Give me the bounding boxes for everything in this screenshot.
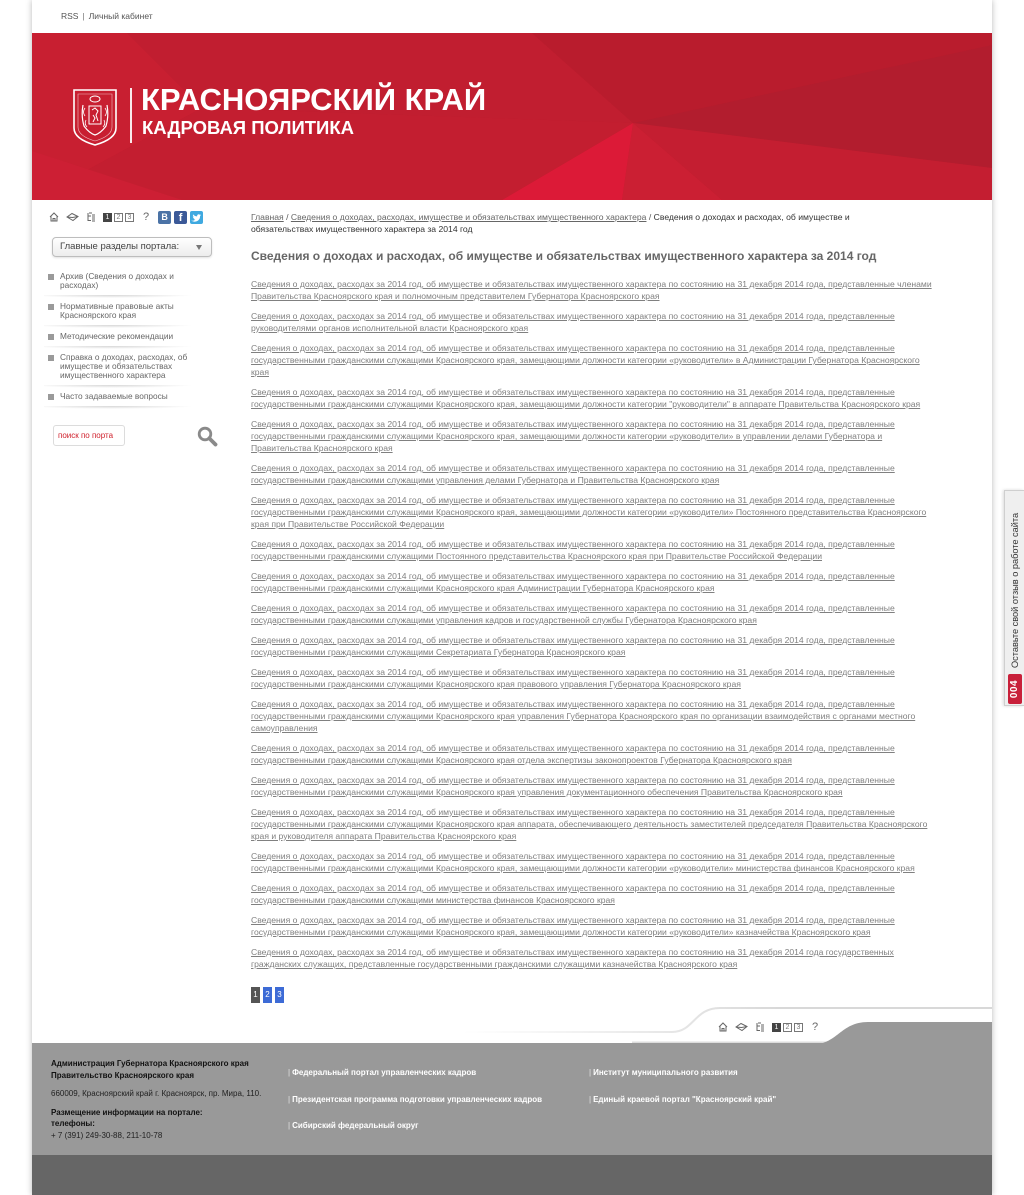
sidebar-menu	[48, 272, 218, 413]
sidebar-item-guidelines	[48, 332, 218, 353]
document-link[interactable]	[251, 634, 986, 658]
document-link-line: самоуправления	[251, 723, 318, 733]
document-link[interactable]	[251, 462, 986, 486]
document-link[interactable]	[251, 698, 986, 734]
document-link-line: края и руководителя аппарата Правительства Красноярского края	[251, 831, 517, 841]
portal-sections-dropdown[interactable]	[52, 237, 212, 257]
footer-org-1: Администрация Губернатора Красноярского края	[51, 1059, 249, 1068]
document-link-line: Сведения о доходах, расходах за 2014 год, об имуществе и обязательствах имущественного характера по состоянию на 31 декабря 2014 года, представленные	[251, 387, 895, 397]
document-link-line: государственными гражданскими служащими Красноярского края правового управления Губернатора Красноярского края	[251, 679, 741, 689]
search-input[interactable]	[53, 425, 125, 446]
sitemap-icon[interactable]	[86, 212, 96, 222]
sidebar-toolbar	[49, 210, 206, 224]
facebook-icon[interactable]: f	[174, 211, 187, 224]
divider	[44, 325, 194, 328]
document-link-line: Сведения о доходах, расходах за 2014 год, об имуществе и обязательствах имущественного характера по состоянию на 31 декабря 2014 года, представленные	[251, 343, 895, 353]
document-link[interactable]	[251, 666, 986, 690]
document-link-line: Сведения о доходах, расходах за 2014 год, об имуществе и обязательствах имущественного характера по состоянию на 31 декабря 2014 года государственных	[251, 947, 894, 957]
logo-divider	[130, 88, 132, 143]
document-link-line: государственными гражданскими служащими Красноярского края Администрации Губернатора Красноярского края	[251, 583, 715, 593]
document-link-line: государственными гражданскими служащими Красноярского края, замещающими должности категории «руководители» министерства финансов Красноярского края	[251, 863, 915, 873]
document-link-line: Сведения о доходах, расходах за 2014 год, об имуществе и обязательствах имущественного характера по состоянию на 31 декабря 2014 года, представленные	[251, 495, 895, 505]
document-link-line: государственными гражданскими служащими министерства финансов Красноярского края	[251, 895, 615, 905]
document-link[interactable]	[251, 310, 986, 334]
document-link-line: края	[251, 367, 269, 377]
breadcrumb-home[interactable]: Главная	[251, 212, 284, 222]
footer-phones: + 7 (391) 249-30-88, 211-10-78	[51, 1130, 163, 1140]
footer-contacts	[51, 1058, 261, 1141]
feedback-tab-content	[1005, 491, 1024, 707]
document-link-line: государственными гражданскими служащими Красноярского края управления документационного обеспечения Правительства Красноярского края	[251, 787, 843, 797]
document-link-line: Правительства Красноярского края	[251, 443, 393, 453]
document-link-line: Сведения о доходах, расходах за 2014 год, об имуществе и обязательствах имущественного характера по состоянию на 31 декабря 2014 года, представленные	[251, 463, 895, 473]
sidebar-link[interactable]: Нормативные правовые акты Красноярского края	[60, 301, 174, 320]
document-link-line: государственными гражданскими служащими Красноярского края отдела экспертизы законопроектов Губернатора Красноярского края	[251, 755, 792, 765]
footer-link-federal-portal[interactable]: Федеральный портал управленческих кадров	[292, 1068, 477, 1077]
footer-link-separator: |	[288, 1068, 291, 1077]
document-link-line: гражданских служащих, представленные государственными гражданскими служащими казначейства Красноярского края	[251, 959, 738, 969]
bullet-icon	[48, 274, 54, 280]
footer-link-item	[589, 1094, 776, 1105]
breadcrumb-separator: /	[286, 212, 289, 222]
footer-link-item	[288, 1120, 419, 1131]
document-link-line: Сведения о доходах, расходах за 2014 год, об имуществе и обязательствах имущественного характера по состоянию на 31 декабря 2014 года, представленные	[251, 883, 895, 893]
document-link-line: Сведения о доходах, расходах за 2014 год, об имуществе и обязательствах имущественного характера по состоянию на 31 декабря 2014 года, представленные	[251, 743, 895, 753]
footer-link-item	[288, 1067, 476, 1078]
footer-link-regional-portal[interactable]: Единый краевой портал "Красноярский край"	[593, 1095, 777, 1104]
footer-link-item	[589, 1067, 738, 1078]
feedback-tab[interactable]	[1004, 490, 1024, 706]
site-subtitle: КАДРОВАЯ ПОЛИТИКА	[142, 117, 354, 138]
document-link-line: Сведения о доходах, расходах за 2014 год, об имуществе и обязательствах имущественного характера по состоянию на 31 декабря 2014 года, представленные	[251, 807, 895, 817]
font-size-3-button[interactable]: 3	[125, 213, 134, 222]
document-link-line: Сведения о доходах, расходах за 2014 год, об имуществе и обязательствах имущественного характера по состоянию на 31 декабря 2014 года, представленные членами	[251, 279, 932, 289]
page	[32, 0, 992, 1195]
sidebar-link[interactable]: Архив (Сведения о доходах и расходах)	[60, 271, 174, 290]
document-link[interactable]	[251, 850, 986, 874]
sidebar-item-income-statement	[48, 353, 218, 392]
font-size-2-button[interactable]: 2	[114, 213, 123, 222]
font-size-1-button[interactable]: 1	[103, 213, 112, 222]
vk-icon[interactable]: В	[158, 211, 171, 224]
document-link-line: Сведения о доходах, расходах за 2014 год, об имуществе и обязательствах имущественного характера по состоянию на 31 декабря 2014 года, представленные	[251, 571, 895, 581]
document-link[interactable]	[251, 494, 986, 530]
page-2-button[interactable]: 2	[263, 987, 272, 1003]
sidebar-link[interactable]: Методические рекомендации	[60, 331, 174, 341]
chevron-down-icon	[196, 245, 202, 250]
footer-bottom-band	[32, 1155, 992, 1195]
document-link[interactable]	[251, 418, 986, 454]
document-link[interactable]	[251, 278, 986, 302]
page-3-button[interactable]: 3	[275, 987, 284, 1003]
footer-link-presidential-program[interactable]: Президентская программа подготовки управленческих кадров	[292, 1095, 543, 1104]
document-link[interactable]	[251, 806, 986, 842]
bullet-icon	[48, 355, 54, 361]
bullet-icon	[48, 334, 54, 340]
sidebar-link[interactable]: Справка о доходах, расходах, об имуществе и обязательствах имущественного характера	[60, 352, 188, 380]
document-link-line: государственными гражданскими служащими управления делами Губернатора и Правительства Красноярского края	[251, 475, 720, 485]
document-link-line: государственными гражданскими служащими Постоянного представительства Красноярского края при Правительстве Российской Федерации	[251, 551, 822, 561]
footer-link-separator: |	[288, 1095, 291, 1104]
sidebar-item-faq	[48, 392, 218, 413]
feedback-counter-badge: 004	[1008, 674, 1022, 704]
document-link-line: государственными гражданскими служащими Красноярского края, замещающими должности категории "руководители" в аппарате Правительства Красноярского края	[251, 399, 921, 409]
dropdown-label: Главные разделы портала:	[60, 241, 180, 252]
document-link-line: руководителями органов исполнительной власти Красноярского края	[251, 323, 529, 333]
footer-address: 660009, Красноярский край г. Красноярск, пр. Мира, 110.	[51, 1089, 262, 1098]
document-link-line: Сведения о доходах, расходах за 2014 год, об имуществе и обязательствах имущественного характера по состоянию на 31 декабря 2014 года, представленные	[251, 311, 895, 321]
page-1-button[interactable]: 1	[251, 987, 260, 1003]
home-icon[interactable]	[718, 1022, 728, 1032]
document-link[interactable]	[251, 774, 986, 798]
feedback-label: Оставьте свой отзыв о работе сайта	[1009, 512, 1020, 668]
divider	[44, 346, 194, 349]
feedback-mail-icon[interactable]	[66, 212, 79, 222]
footer-toolbar	[718, 1020, 827, 1034]
footer-link-siberian-district[interactable]: Сибирский федеральный округ	[292, 1121, 419, 1130]
document-link[interactable]	[251, 602, 986, 626]
document-link-line: Сведения о доходах, расходах за 2014 год, об имуществе и обязательствах имущественного характера по состоянию на 31 декабря 2014 года, представленные	[251, 667, 895, 677]
sidebar-link[interactable]: Часто задаваемые вопросы	[60, 391, 168, 401]
divider	[44, 406, 194, 409]
personal-cabinet-link[interactable]: Личный кабинет	[88, 11, 153, 21]
document-link-line: государственными гражданскими служащими управления кадров и государственной службы Губернатора Красноярского края	[251, 615, 757, 625]
document-link-line: государственными гражданскими служащими Красноярского края, замещающими должности категории «руководители» в Администрации Губернатора Красноярского	[251, 355, 920, 365]
breadcrumb-separator: /	[648, 212, 652, 222]
sidebar-item-archive	[48, 272, 218, 302]
document-list	[251, 278, 986, 978]
sitemap-icon[interactable]	[755, 1022, 765, 1032]
document-link-line: государственными гражданскими служащими Красноярского края управления Губернатора Красноярского края по организации взаимодействия с органами местного	[251, 711, 916, 721]
document-link[interactable]	[251, 538, 986, 562]
font-size-3-button[interactable]: 3	[794, 1023, 803, 1032]
document-link-line: государственными гражданскими служащими Красноярского края, замещающими должности категории «руководители» Постоянного представительства Красноярского	[251, 507, 927, 517]
home-icon[interactable]	[49, 212, 59, 222]
bullet-icon	[48, 304, 54, 310]
bullet-icon	[48, 394, 54, 400]
breadcrumb-current: Сведения о доходах и расходах, об имуществе и обязательствах имущественного характера за 2014 год	[251, 212, 850, 234]
coat-of-arms-icon	[72, 88, 118, 146]
footer-link-separator: |	[589, 1095, 592, 1104]
top-separator: |	[82, 11, 85, 21]
feedback-mail-icon[interactable]	[735, 1022, 748, 1032]
font-size-2-button[interactable]: 2	[783, 1023, 792, 1032]
document-link[interactable]	[251, 386, 986, 410]
document-link-line: государственными гражданскими служащими Красноярского края, замещающими должности категории «руководители» казначейства Красноярского края	[251, 927, 871, 937]
document-link-line: Сведения о доходах, расходах за 2014 год, об имуществе и обязательствах имущественного характера по состоянию на 31 декабря 2014 года, представленные	[251, 603, 895, 613]
font-size-1-button[interactable]: 1	[772, 1023, 781, 1032]
help-icon[interactable]: ?	[143, 210, 150, 223]
header-banner	[32, 33, 992, 200]
document-link-line: Сведения о доходах, расходах за 2014 год, об имуществе и обязательствах имущественного характера по состоянию на 31 декабря 2014 года, представленные	[251, 851, 895, 861]
footer-org-2: Правительство Красноярского края	[51, 1070, 194, 1080]
document-link[interactable]	[251, 742, 986, 766]
document-link-line: Сведения о доходах, расходах за 2014 год, об имуществе и обязательствах имущественного характера по состоянию на 31 декабря 2014 года, представленные	[251, 699, 895, 709]
divider	[44, 385, 194, 388]
document-link-line: государственными гражданскими служащими Красноярского края аппарата, обеспечивающего деятельность заместителей председателя Правительства Красноярского	[251, 819, 928, 829]
rss-link[interactable]: RSS	[61, 11, 79, 21]
page-title: Сведения о доходах и расходах, об имуществе и обязательствах имущественного характера за 2014 год	[251, 249, 877, 263]
document-link[interactable]	[251, 342, 986, 378]
footer-phones-label: телефоны:	[51, 1119, 95, 1128]
footer-placement-label: Размещение информации на портале:	[51, 1107, 203, 1117]
footer-swoosh	[32, 995, 992, 1045]
top-links	[61, 10, 153, 22]
footer-link-item	[288, 1094, 542, 1105]
document-link-line: Сведения о доходах, расходах за 2014 год, об имуществе и обязательствах имущественного характера по состоянию на 31 декабря 2014 года, представленные	[251, 915, 895, 925]
twitter-icon[interactable]	[190, 211, 203, 224]
document-link-line: государственными гражданскими служащими Секретариата Губернатора Красноярского края	[251, 647, 626, 657]
document-link[interactable]	[251, 882, 986, 906]
sidebar-item-legal-acts	[48, 302, 218, 332]
breadcrumb-parent[interactable]: Сведения о доходах, расходах, имуществе и обязательствах имущественного характера	[290, 212, 647, 222]
document-link[interactable]	[251, 946, 986, 970]
footer	[32, 1043, 992, 1155]
footer-link-municipal-institute[interactable]: Институт муниципального развития	[593, 1068, 738, 1077]
site-title: КРАСНОЯРСКИЙ КРАЙ	[141, 82, 487, 117]
breadcrumb	[251, 211, 891, 235]
document-link-line: Сведения о доходах, расходах за 2014 год, об имуществе и обязательствах имущественного характера по состоянию на 31 декабря 2014 года, представленные	[251, 775, 895, 785]
search-icon[interactable]	[197, 426, 218, 447]
document-link-line: Сведения о доходах, расходах за 2014 год, об имуществе и обязательствах имущественного характера по состоянию на 31 декабря 2014 года, представленные	[251, 539, 895, 549]
footer-link-separator: |	[589, 1068, 592, 1077]
document-link-line: Сведения о доходах, расходах за 2014 год, об имуществе и обязательствах имущественного характера по состоянию на 31 декабря 2014 года, представленные	[251, 635, 895, 645]
footer-link-separator: |	[288, 1121, 291, 1130]
document-link-line: Сведения о доходах, расходах за 2014 год, об имуществе и обязательствах имущественного характера по состоянию на 31 декабря 2014 года, представленные	[251, 419, 895, 429]
document-link-line: края при Правительстве Российской Федерации	[251, 519, 445, 529]
document-link-line: Правительства Красноярского края и полномочным представителем Губернатора Красноярского края	[251, 291, 660, 301]
document-link-line: государственными гражданскими служащими Красноярского края, замещающими должности категории «руководители» в управлении делами Губернатора и	[251, 431, 883, 441]
document-link[interactable]	[251, 914, 986, 938]
divider	[44, 295, 194, 298]
document-link[interactable]	[251, 570, 986, 594]
help-icon[interactable]: ?	[812, 1020, 819, 1033]
